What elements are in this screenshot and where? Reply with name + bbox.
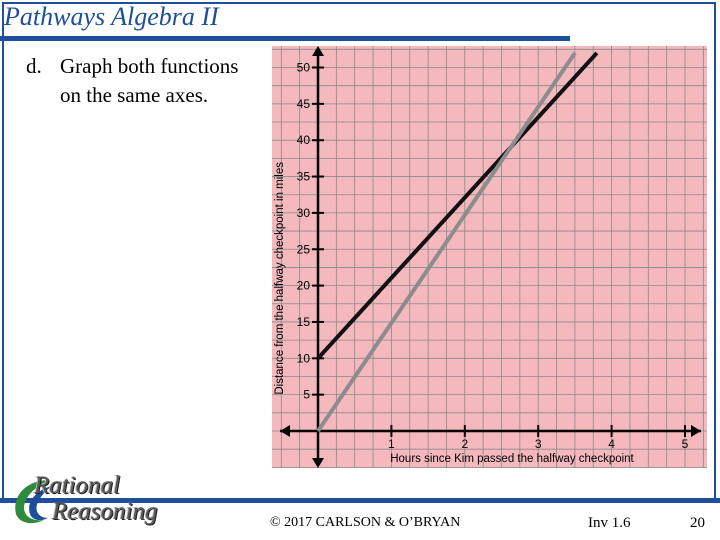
rational-reasoning-logo [6, 468, 176, 530]
y-tick-label: 10 [296, 351, 310, 366]
instruction-line-2: on the same axes. [60, 83, 209, 107]
y-tick-label: 5 [303, 387, 310, 402]
logo-word-rational: Rational [34, 472, 121, 499]
function-graph [272, 46, 707, 468]
logo-word-reasoning: Reasoning [52, 498, 158, 525]
title-bar [0, 0, 570, 41]
x-tick-label: 2 [461, 437, 469, 451]
investigation-label: Inv 1.6 [588, 515, 631, 531]
y-tick-label: 15 [296, 314, 310, 329]
x-axis-label: Hours since Kim passed the halfway checkpoint [390, 453, 634, 465]
x-tick-label: 5 [681, 437, 689, 451]
x-tick-label: 4 [608, 437, 615, 451]
slide-title: Pathways Algebra II [4, 2, 219, 31]
y-tick-label: 35 [296, 169, 310, 184]
copyright-text: © 2017 CARLSON & O’BRYAN [270, 515, 461, 530]
x-tick-label: 3 [534, 437, 542, 451]
y-tick-label: 30 [296, 205, 310, 220]
y-axis-label: Distance from the halfway checkpoint in miles [274, 162, 286, 395]
instruction-label: d. [26, 54, 42, 78]
page-number: 20 [690, 515, 705, 531]
y-tick-label: 50 [296, 60, 310, 75]
instruction-line-1: Graph both functions [60, 54, 239, 78]
x-tick-label: 1 [388, 437, 395, 451]
y-tick-label: 40 [296, 133, 310, 148]
y-tick-label: 25 [296, 242, 310, 257]
y-tick-label: 20 [296, 278, 310, 293]
y-tick-label: 45 [296, 96, 310, 111]
graph-container [272, 46, 707, 468]
